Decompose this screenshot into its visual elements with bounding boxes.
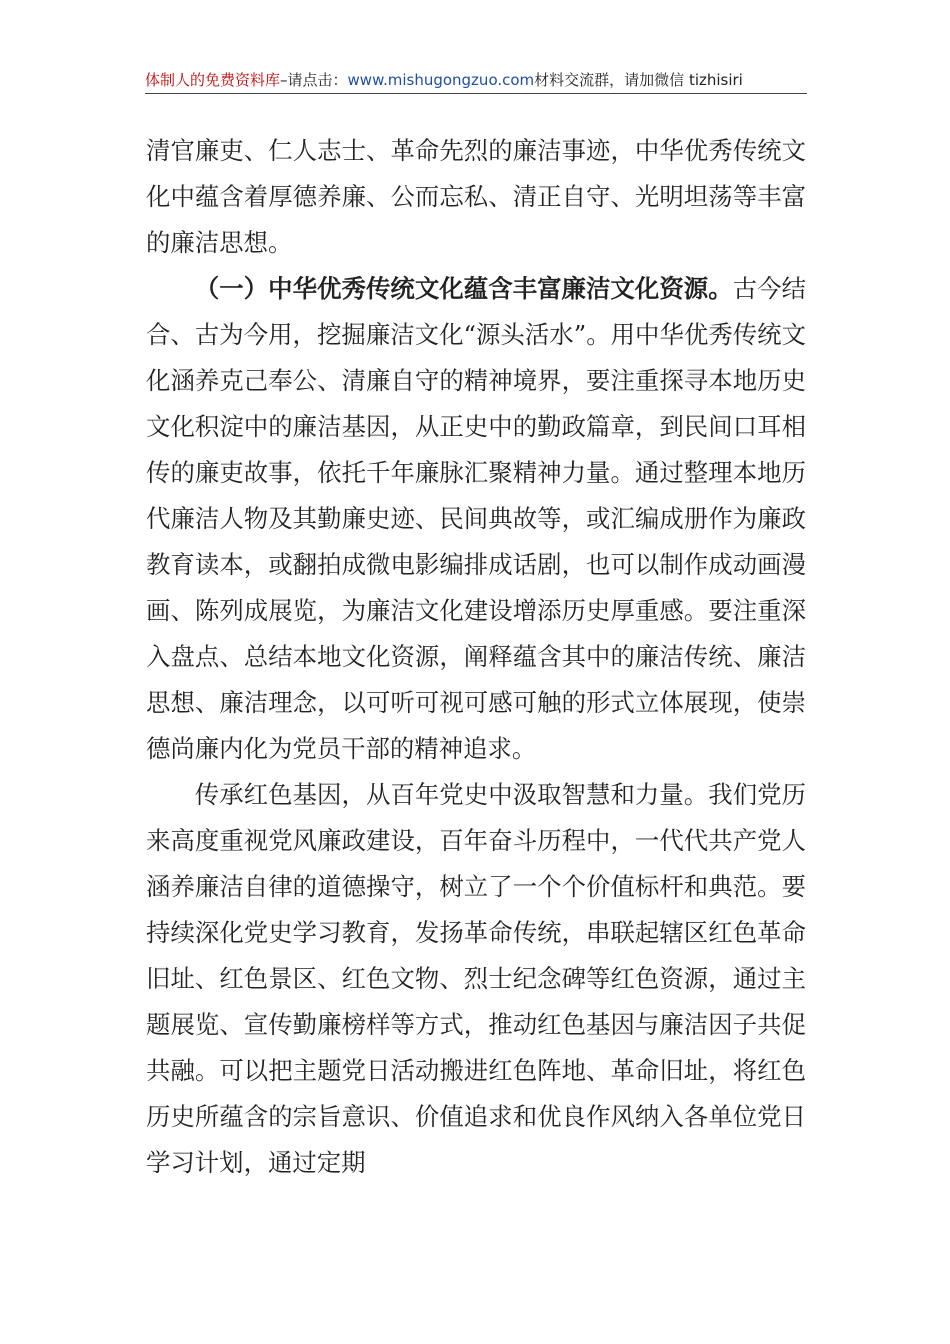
header-link[interactable]: www.mishugongzuo.com <box>347 71 535 89</box>
header-prompt: –请点击： <box>280 71 348 89</box>
document-body <box>146 128 806 1186</box>
paragraph-1: 清官廉吏、仁人志士、革命先烈的廉洁事迹，中华优秀传统文化中蕴含着厚德养廉、公而忘私、清正自守、光明坦荡等丰富的廉洁思想。 <box>146 136 806 257</box>
paragraph-3: 传承红色基因，从百年党史中汲取智慧和力量。我们党历来高度重视党风廉政建设，百年奋斗历程中，一代代共产党人涵养廉洁自律的道德操守，树立了一个个价值标杆和典范。要持续深化党史学习教育，发扬革命传统，串联起辖区红色革命旧址、红色景区、红色文物、烈士纪念碑等红色资源，通过主题展览、宣传勤廉榜样等方式，推动红色基因与廉洁因子共促共融。可以把主题党日活动搬进红色阵地、革命旧址，将红色历史所蕴含的宗旨意识、价值追求和优良作风纳入各单位党日学习计划，通过定期 <box>146 780 806 1177</box>
page-header <box>145 70 807 94</box>
paragraph-2 <box>146 266 806 772</box>
paragraph-2-body: 古今结合、古为今用，挖掘廉洁文化“源头活水”。用中华优秀传统文化涵养克己奉公、清廉自守的精神境界，要注重探寻本地历史文化积淀中的廉洁基因，从正史中的勤政篇章，到民间口耳相传的廉吏故事，依托千年廉脉汇聚精神力量。通过整理本地历代廉洁人物及其勤廉史迹、民间典故等，或汇编成册作为廉政教育读本，或翻拍成微电影编排成话剧，也可以制作成动画漫画、陈列成展览，为廉洁文化建设增添历史厚重感。要注重深入盘点、总结本地文化资源，阐释蕴含其中的廉洁传统、廉洁思想、廉洁理念，以可听可视可感可触的形式立体展现，使崇德尚廉内化为党员干部的精神追求。 <box>146 274 806 763</box>
header-contact: 材料交流群，请加微信 tizhisiri <box>534 71 743 89</box>
section-heading: （一）中华优秀传统文化蕴含丰富廉洁文化资源。 <box>194 274 733 303</box>
header-brand: 体制人的免费资料库 <box>145 71 281 89</box>
